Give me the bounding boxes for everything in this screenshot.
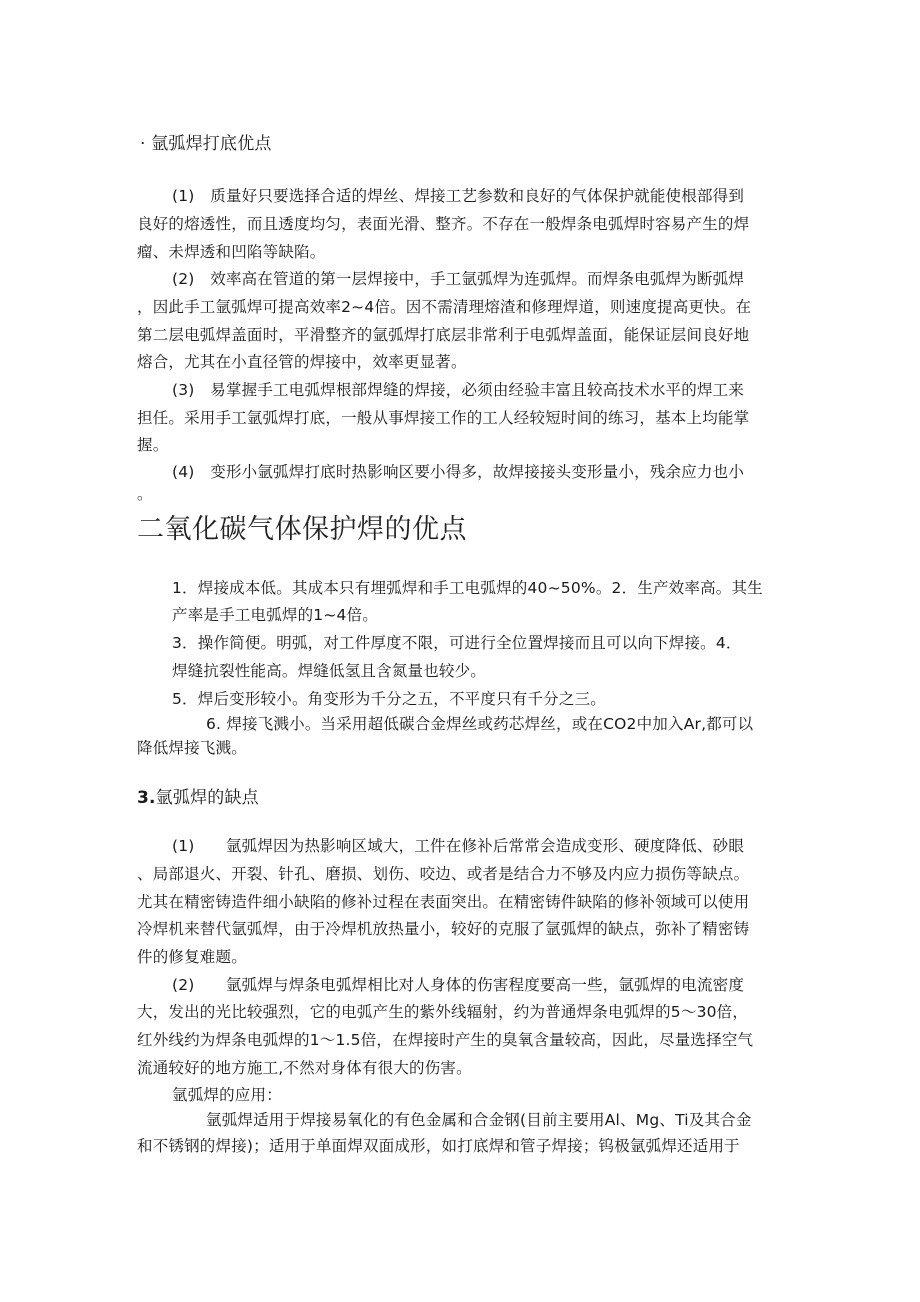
- paragraph-line: 熔合，尤其在小直径管的焊接中，效率更显著。: [137, 353, 467, 371]
- paragraph-line: 冷焊机来替代氩弧焊，由于冷焊机放热量小，较好的克服了氩弧焊的缺点，弥补了精密铸: [137, 920, 750, 938]
- paragraph-line: 大，发出的光比较强烈，它的电弧产生的紫外线辐射，约为普通焊条电弧焊的5～30倍，: [137, 1003, 749, 1021]
- paragraph-line: 5．焊后变形较小。角变形为千分之五，不平度只有千分之三。: [172, 690, 606, 708]
- paragraph-line: 、局部退火、开裂、针孔、磨损、划伤、咬边、或者是结合力不够及内应力损伤等缺点。: [137, 865, 750, 883]
- paragraph-line: 良好的熔透性，而且透度均匀，表面光滑、整齐。不存在一般焊条电弧焊时容易产生的焊: [137, 215, 750, 233]
- paragraph-line: 3．操作简便。明弧，对工件厚度不限，可进行全位置焊接而且可以向下焊接。4．: [172, 634, 742, 652]
- paragraph-line: 6. 焊接飞溅小。当采用超低碳合金焊丝或药芯焊丝，或在CO2中加入Ar,都可以: [206, 715, 754, 733]
- paragraph-line: 红外线约为焊条电弧焊的1～1.5倍，在焊接时产生的臭氧含量较高，因此，尽量选择空气: [137, 1031, 754, 1049]
- paragraph-line: 流通较好的地方施工,不然对身体有很大的伤害。: [137, 1059, 472, 1077]
- paragraph-line: (1) 质量好只要选择合适的焊丝、焊接工艺参数和良好的气体保护就能使根部得到: [172, 187, 745, 205]
- paragraph-line: 握。: [137, 436, 169, 454]
- paragraph-line: (1) 氩弧焊因为热影响区域大，工件在修补后常常会造成变形、硬度降低、砂眼: [172, 837, 745, 855]
- paragraph-line: 第二层电弧焊盖面时，平滑整齐的氩弧焊打底层非常利于电弧焊盖面，能保证层间良好地: [137, 326, 750, 344]
- paragraph-line: (2) 氩弧焊与焊条电弧焊相比对人身体的伤害程度要高一些，氩弧焊的电流密度: [172, 976, 745, 994]
- section-title-argon-disadvantages: [137, 788, 259, 808]
- paragraph-line: 氩弧焊适用于焊接易氧化的有色金属和合金钢(目前主要用Al、Mg、Ti及其合金: [206, 1111, 752, 1129]
- paragraph-line: 件的修复难题。: [137, 948, 247, 966]
- paragraph-line: 1．焊接成本低。其成本只有埋弧焊和手工电弧焊的40~50%。2．生产效率高。其生: [172, 579, 763, 597]
- paragraph-line: 焊缝抗裂性能高。焊缝低氢且含氮量也较少。: [172, 662, 487, 680]
- paragraph-line: (2) 效率高在管道的第一层焊接中，手工氩弧焊为连弧焊。而焊条电弧焊为断弧焊: [172, 270, 745, 288]
- section-title-argon-root-advantages: · 氩弧焊打底优点: [140, 134, 272, 154]
- paragraph-line: ，因此手工氩弧焊可提高效率2~4倍。因不需清理熔渣和修理焊道，则速度提高更快。在: [137, 298, 752, 316]
- paragraph-line: 产率是手工电弧焊的1~4倍。: [172, 606, 379, 624]
- paragraph-line: (3) 易掌握手工电弧焊根部焊缝的焊接，必须由经验丰富且较高技术水平的焊工来: [172, 381, 745, 399]
- section-title-co2-advantages: 二氧化碳气体保护焊的优点: [137, 514, 467, 545]
- section-title-text: 氩弧焊的缺点: [155, 788, 259, 808]
- paragraph-line: 担任。采用手工氩弧焊打底，一般从事焊接工作的工人经较短时间的练习，基本上均能掌: [137, 409, 750, 427]
- paragraph-line: 尤其在精密铸造件细小缺陷的修补过程在表面突出。在精密铸件缺陷的修补领域可以使用: [137, 893, 750, 911]
- section-number: 3.: [137, 788, 156, 808]
- paragraph-line: 。: [137, 485, 153, 503]
- paragraph-line: 和不锈钢的焊接)；适用于单面焊双面成形，如打底焊和管子焊接；钨极氩弧焊还适用于: [137, 1137, 740, 1155]
- subheading-argon-applications: 氩弧焊的应用：: [172, 1086, 282, 1104]
- paragraph-line: 瘤、未焊透和凹陷等缺陷。: [137, 243, 326, 261]
- paragraph-line: 降低焊接飞溅。: [137, 739, 247, 757]
- paragraph-line: (4) 变形小氩弧焊打底时热影响区要小得多，故焊接接头变形量小，残余应力也小: [172, 463, 745, 481]
